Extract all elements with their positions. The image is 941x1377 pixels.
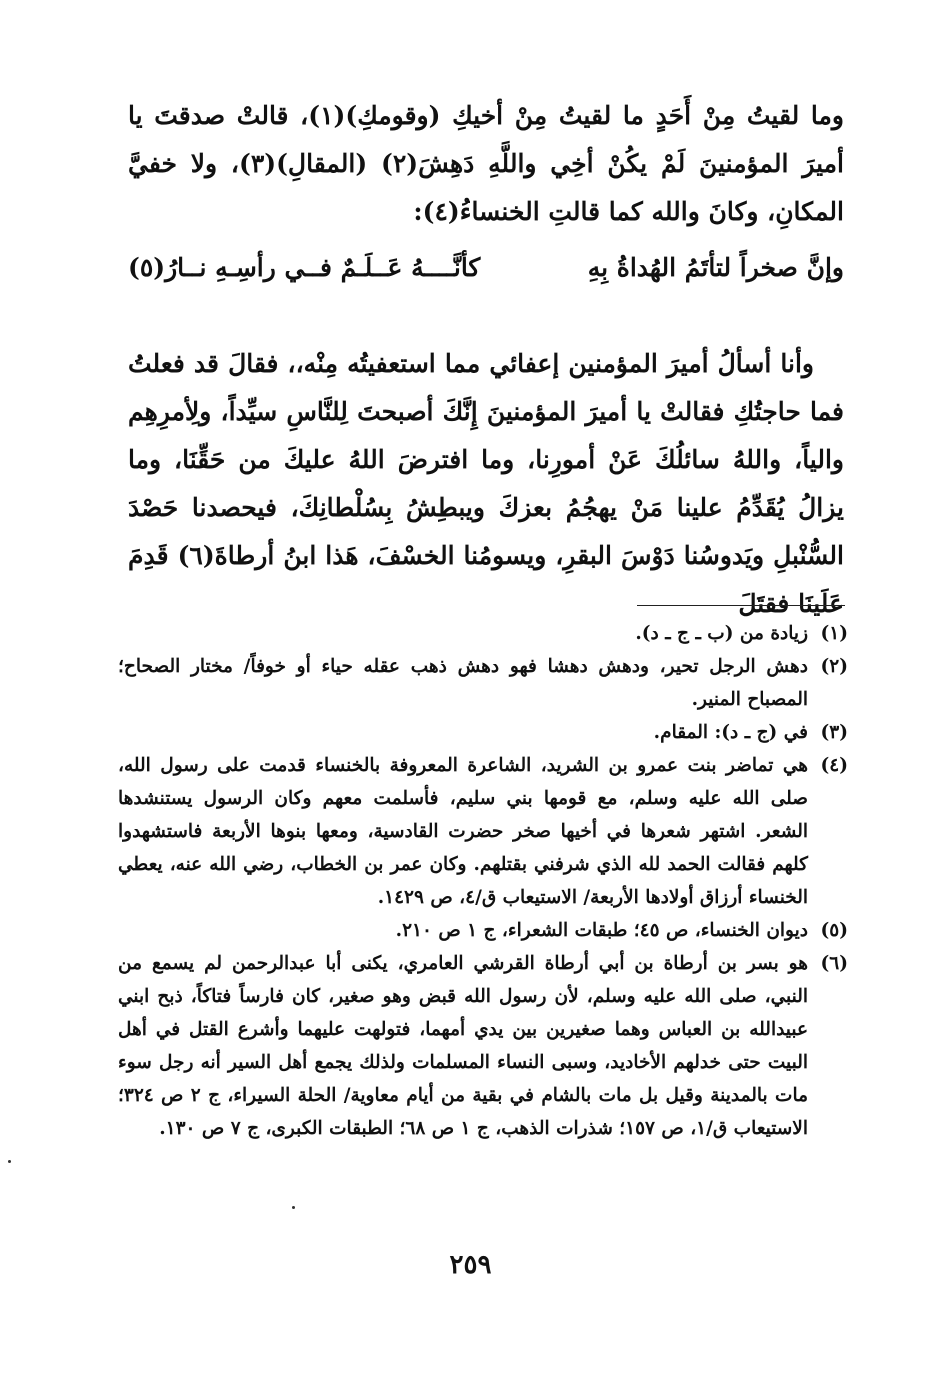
main-paragraph-1: وما لقيتُ مِنْ أَحَدٍ ما لقيتُ مِنْ أخيكِ (وقومكِ)(١)، قالتْ صدقتَ يا أميرَ المؤمنينَ لَمْ يكُنْ أخِي واللَّهِ دَهِشَ(٢) (المقالِ)(٣)، ولا خفيَّ المكانِ، وكانَ والله كما قالتِ الخنساءُ(٤):: [128, 101, 844, 226]
main-text-block: [128, 92, 844, 628]
scan-speck: [292, 1206, 295, 1209]
footnote-text: زيادة من (ب ـ ج ـ د).: [635, 623, 808, 644]
footnote-text: دهش الرجل تحير، ودهش دهشا فهو دهش ذهب عقله حياء أو خوفاً/ مختار الصحاح؛ المصباح المنير.: [118, 656, 808, 710]
footnote-number: (٤): [820, 755, 848, 776]
footnote-item: [118, 617, 848, 650]
footnote-text: هي تماضر بنت عمرو بن الشريد، الشاعرة المعروفة بالخنساء قدمت على رسول الله، صلى الله عليه وسلم، مع قومها بني سليم، فأسلمت معهم وكان الرسول يستنشدها الشعر. اشتهر شعرها في أخيها صخر حضرت القادسية، ومعها بنوها الأربعة فاستشهدوا كلهم فقالت الحمد لله الذي شرفني بقتلهم. وكان عمر بن الخطاب، رضي الله عنه، يعطي الخنساء أرزاق أولادها الأربعة/ الاستيعاب ق/٤، ص ١٤٢٩.: [118, 755, 808, 908]
footnote-text: في (ج ـ د): المقام.: [653, 722, 808, 743]
footnote-number: (٣): [820, 722, 848, 743]
footnote-item: [118, 650, 848, 716]
footnote-item: [118, 914, 848, 947]
verse-second-hemistich: كأنَّــــهُ عَــلَـمٌ فــي رأسِـهِ نــارُ(٥): [128, 253, 481, 282]
footnotes: [118, 617, 848, 1145]
footnote-item: [118, 716, 848, 749]
footnote-item: [118, 947, 848, 1145]
footnote-text: ديوان الخنساء، ص ٤٥؛ طبقات الشعراء، ج ١ ص ٢١٠.: [395, 920, 808, 941]
main-paragraph-2: وأنا أسألُ أميرَ المؤمنين إعفائي مما استعفيتُه مِنْه،، فقالَ قد فعلتُ فما حاجتُكِ فقالتْ يا أميرَ المؤمنينَ إِنَّكَ أصبحتَ لِلنَّاسِ سيِّداً، ولِأمرِهِم والياً، واللهُ سائلُكَ عَنْ أمورِنا، وما افترضَ اللهُ عليكَ من حَقِّنَا، وما يزالُ يُقَدِّمُ علينا مَنْ يهجُمُ بعزكَ ويبطِشُ بِسُلْطانِكَ، فيحصدنا حَصْدَ السُّنْبلِ ويَدوسُنا دَوْسَ البقرِ، ويسومُنا الخسْفَ، هَذا ابنُ أرطاةَ(٦) قَدِمَ عَلَينَا فقتَلَ: [128, 349, 844, 618]
footnote-item: [118, 749, 848, 914]
footnote-text: هو بسر بن أرطاة بن أبي أرطاة القرشي العامري، يكنى أبا عبدالرحمن لم يسمع من النبي، صلى الله عليه وسلم، لأن رسول الله قبض وهو صغير، كان فارساً فتاكاً، ذبح ابني عبيدالله بن العباس وهما صغيرين بين يدي أمهما، فتولهت عليهما وأشرع القتل في أهل البيت حتى خدلهم الأخاديد، وسبى النساء المسلمات ولذلك يجمع أهل السير أنه رجل سوء مات بالمدينة وقيل بل مات بالشام في بقية من أيام معاوية/ الحلة السيراء، ج ٢ ص ٣٢٤؛ الاستيعاب ق/١، ص ١٥٧؛ شذرات الذهب، ج ١ ص ٦٨؛ الطبقات الكبرى، ج ٧ ص ١٣٠.: [118, 953, 809, 1139]
footnote-number: (٥): [820, 920, 848, 941]
verse-first-hemistich: وإنَّ صخراً لتأتَمُ الهُداةُ بِهِ: [587, 253, 844, 282]
scan-speck: [8, 1160, 11, 1163]
poetry-verse: [128, 244, 844, 292]
page-number: ٢٥٩: [449, 1250, 492, 1280]
footnote-number: (١): [820, 623, 848, 644]
footnote-divider: [637, 605, 845, 606]
footnote-number: (٢): [820, 656, 848, 677]
footnote-number: (٦): [820, 953, 848, 974]
